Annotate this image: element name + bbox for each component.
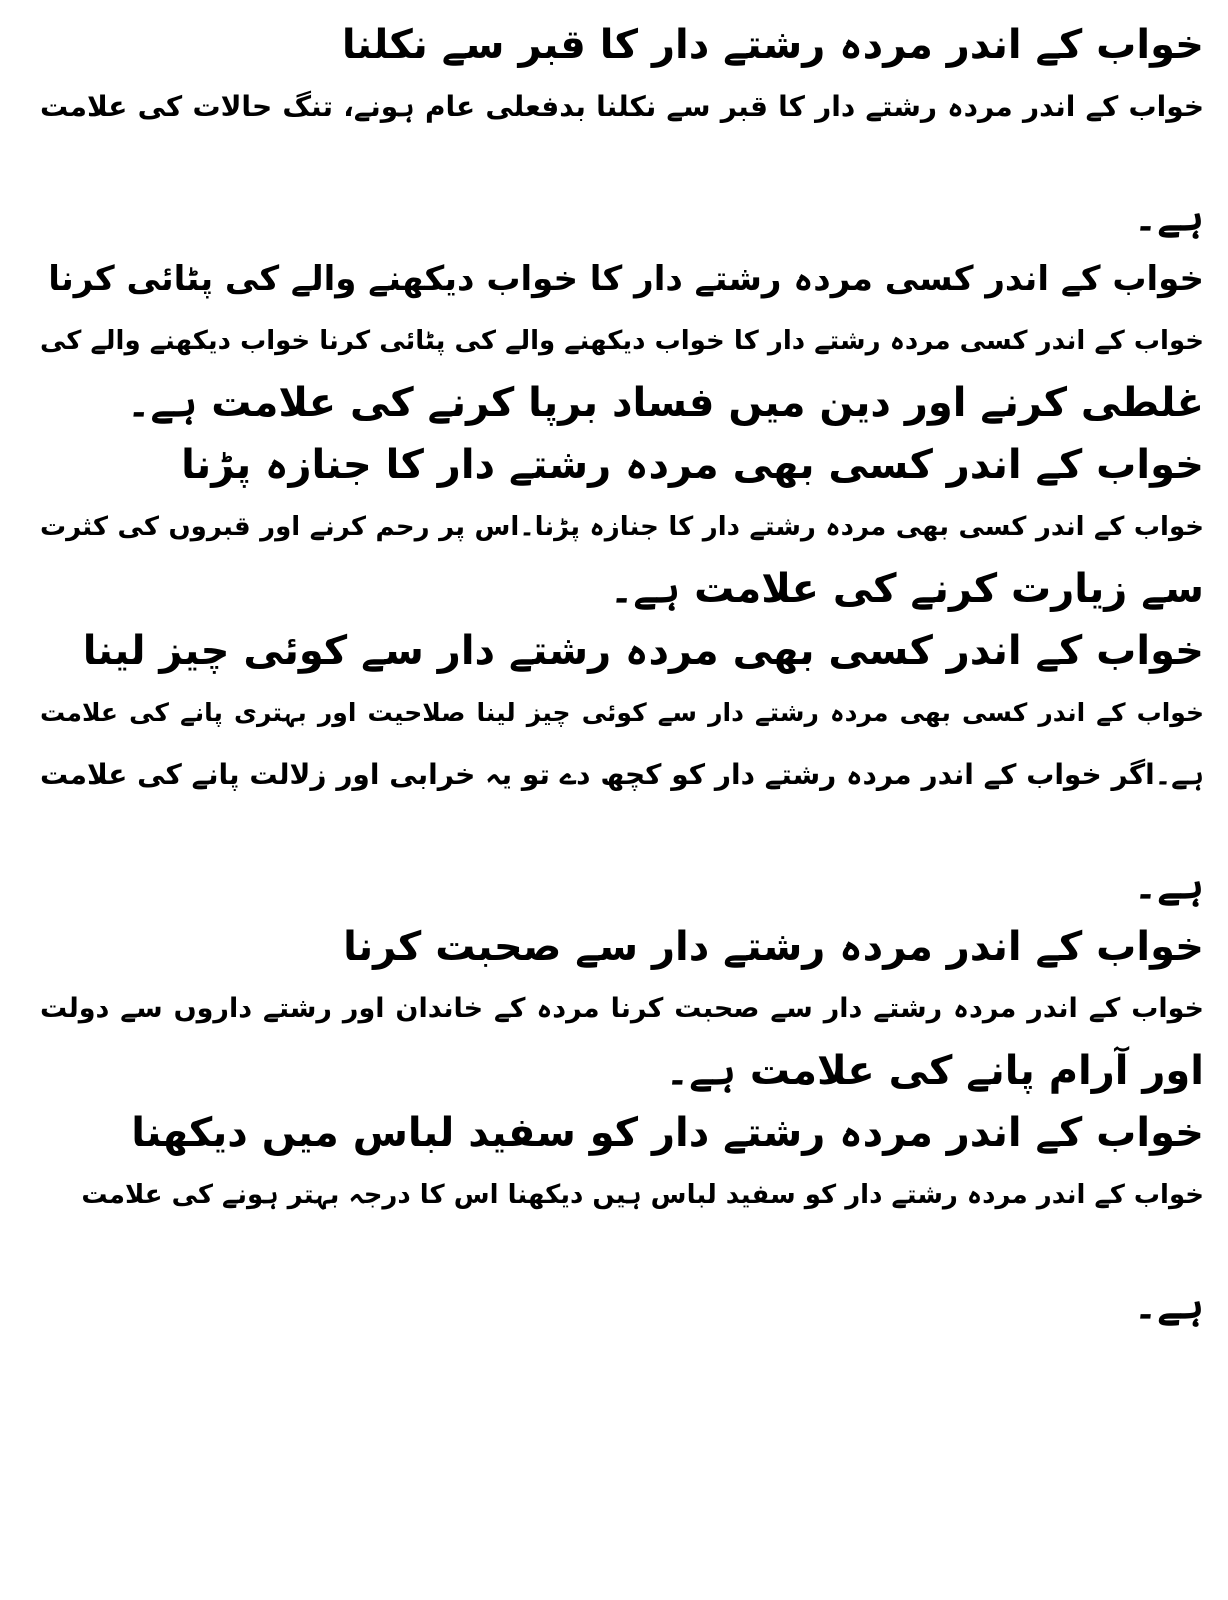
- body-line: خواب کے اندر مردہ رشتے دار کا قبر سے نکلنا بدفعلی عام ہونے، تنگ حالات کی علامت: [40, 90, 1204, 123]
- body-line: خواب کے اندر مردہ رشتے دار سے صحبت کرنا مردہ کے خاندان اور رشتے داروں سے دولت: [40, 993, 1204, 1024]
- body-line: خواب کے اندر مردہ رشتے دار کو سفید لباس ہیں دیکھنا اس کا درجہ بہتر ہونے کی علامت: [81, 1180, 1204, 1210]
- body-line: سے زیارت کرنے کی علامت ہے۔: [609, 566, 1204, 612]
- section-heading: خواب کے اندر کسی بھی مردہ رشتے دار کا جنازہ پڑنا: [181, 442, 1204, 488]
- line-gap: [40, 1226, 1204, 1274]
- section-heading: خواب کے اندر مردہ رشتے دار کو سفید لباس میں دیکھنا: [131, 1110, 1204, 1156]
- section-heading: خواب کے اندر مردہ رشتے دار سے صحبت کرنا: [343, 924, 1204, 970]
- body-line: ہے۔: [1133, 1282, 1204, 1328]
- body-line: ہے۔: [1133, 194, 1204, 240]
- line-gap: [40, 138, 1204, 186]
- line-gap: [40, 806, 1204, 854]
- section-heading: خواب کے اندر مردہ رشتے دار کا قبر سے نکلنا: [341, 22, 1204, 68]
- section-heading: خواب کے اندر کسی مردہ رشتے دار کا خواب دیکھنے والے کی پٹائی کرنا: [48, 259, 1204, 299]
- body-line: خواب کے اندر کسی مردہ رشتے دار کا خواب دیکھنے والے کی پٹائی کرنا خواب دیکھنے والے کی: [40, 326, 1204, 356]
- body-line: ہے۔اگر خواب کے اندر مردہ رشتے دار کو کچھ دے تو یہ خرابی اور زلالت پانے کی علامت: [40, 758, 1204, 791]
- body-line: خواب کے اندر کسی بھی مردہ رشتے دار کا جنازہ پڑنا۔اس پر رحم کرنے اور قبروں کی کثرت: [40, 512, 1204, 542]
- section-heading: خواب کے اندر کسی بھی مردہ رشتے دار سے کوئی چیز لینا: [82, 628, 1204, 674]
- body-line: غلطی کرنے اور دین میں فساد برپا کرنے کی علامت ہے۔: [126, 380, 1204, 426]
- body-line: ہے۔: [1133, 862, 1204, 908]
- body-line: خواب کے اندر کسی بھی مردہ رشتے دار سے کوئی چیز لینا صلاحیت اور بہتری پانے کی علامت: [40, 698, 1204, 727]
- body-line: اور آرام پانے کی علامت ہے۔: [665, 1048, 1204, 1094]
